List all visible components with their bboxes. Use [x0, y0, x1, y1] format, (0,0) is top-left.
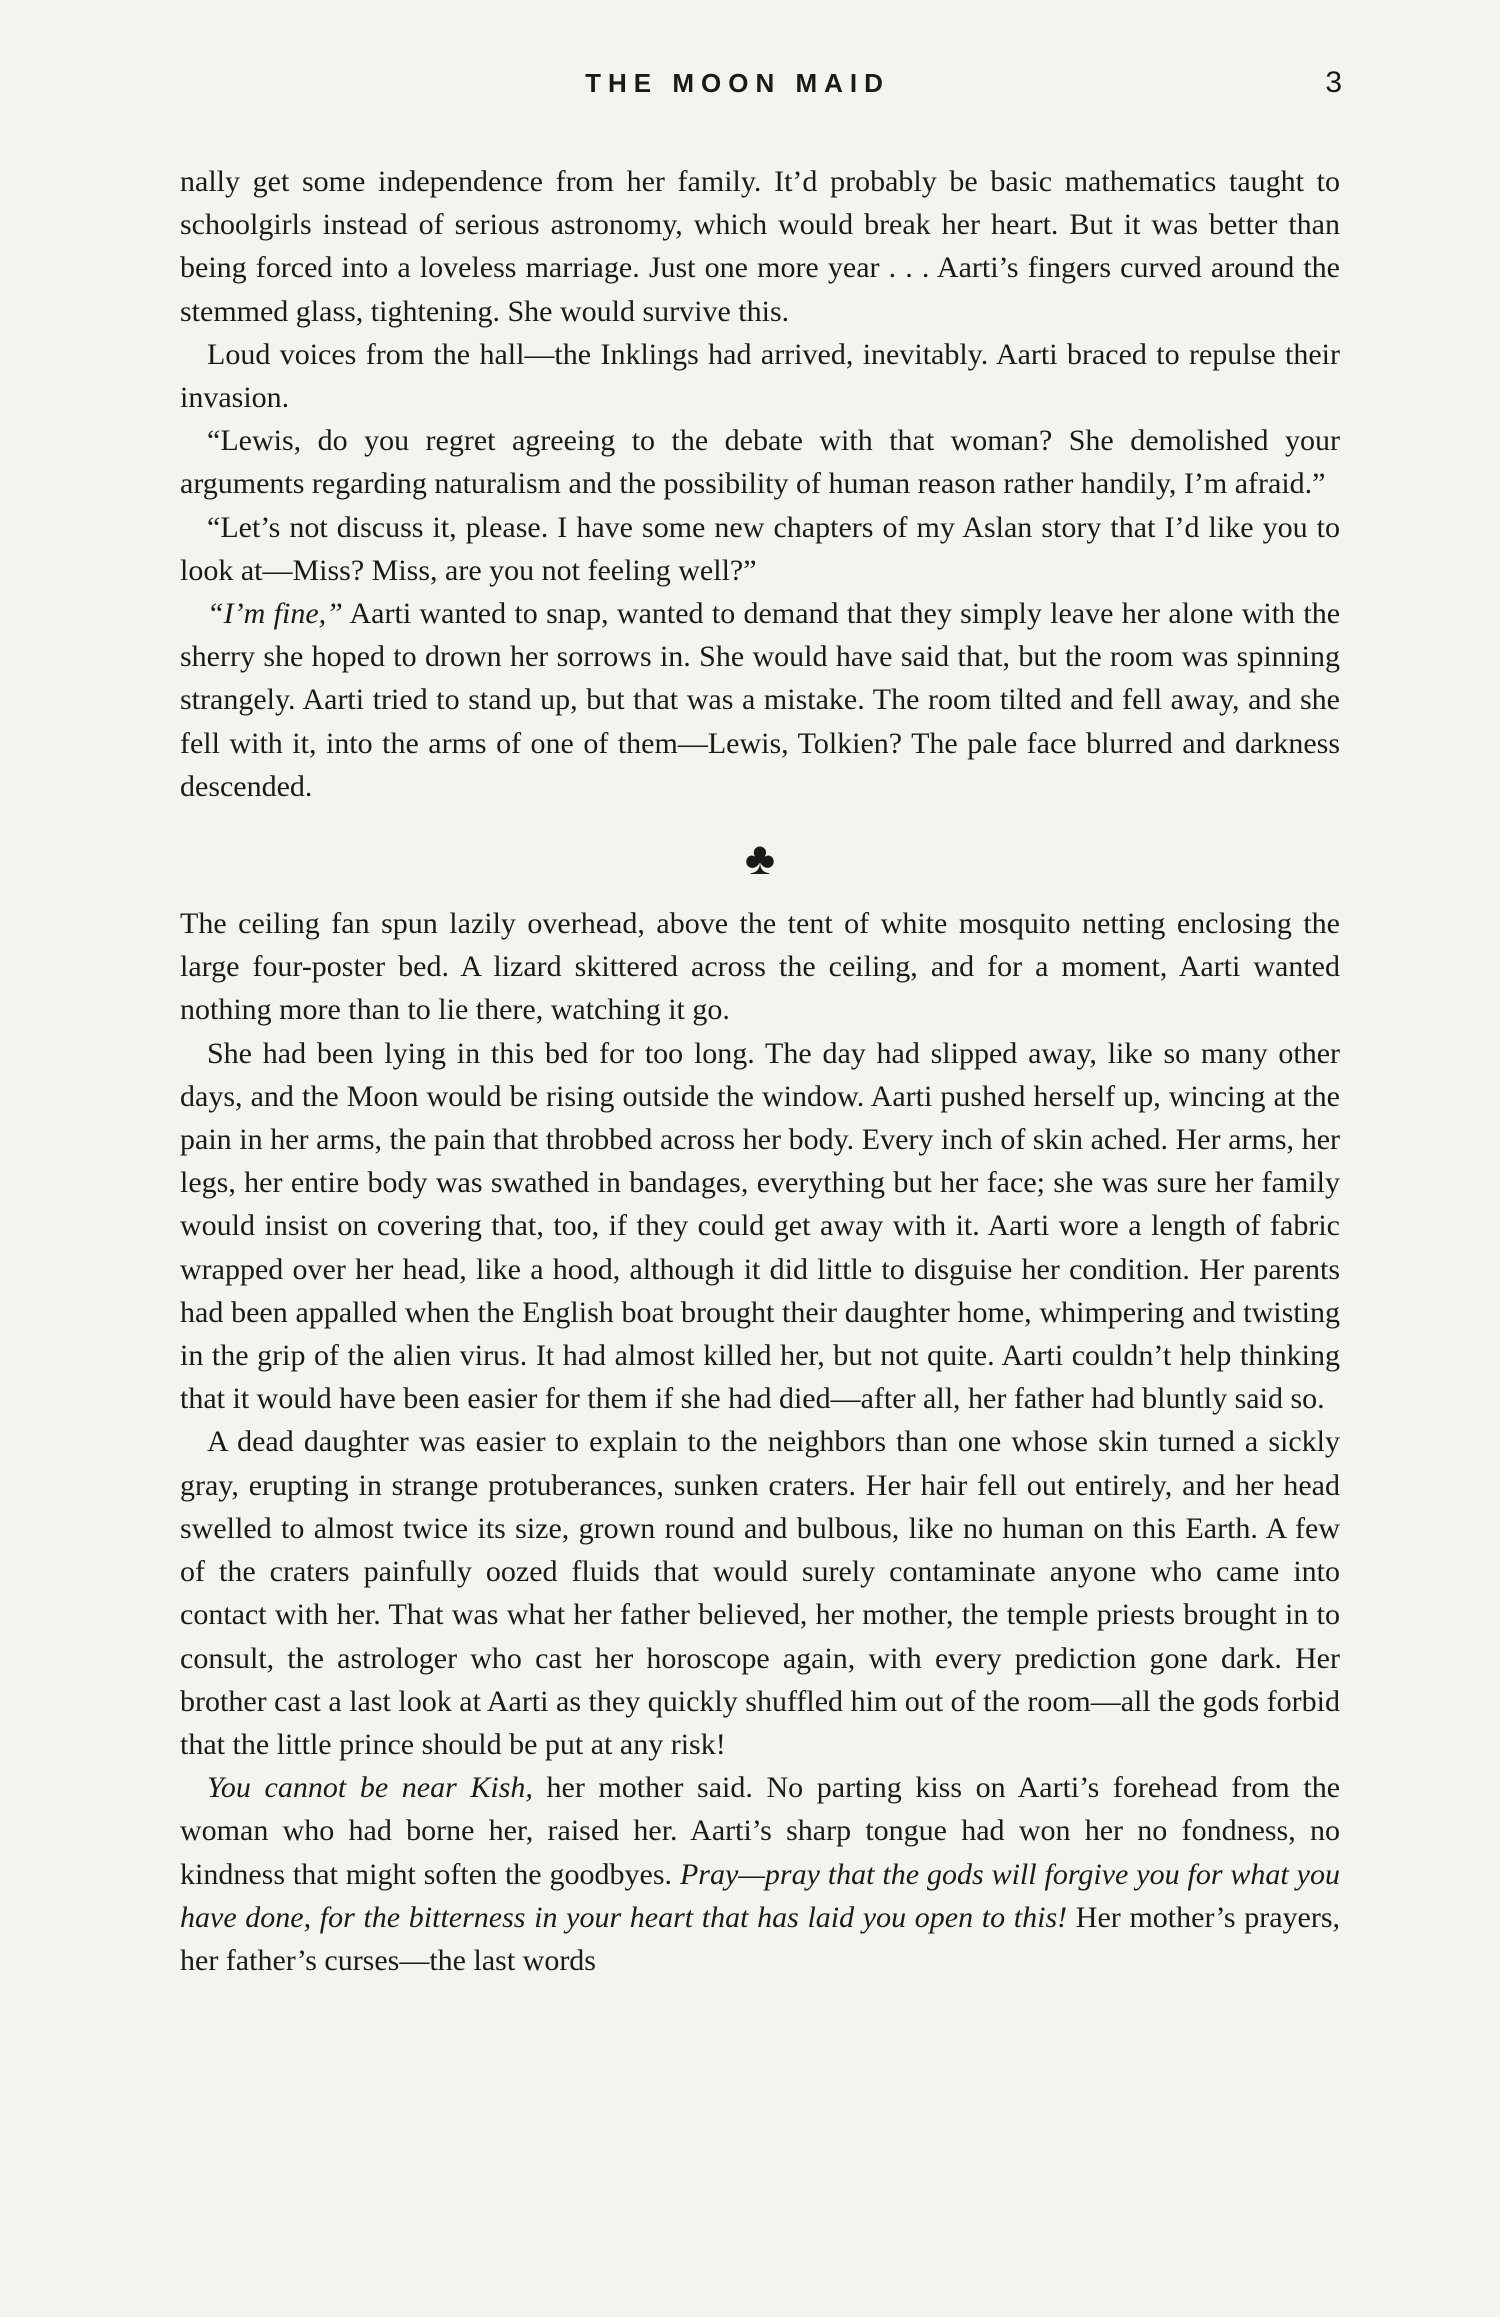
running-header: [0, 68, 1500, 108]
paragraph: [180, 1766, 1340, 1982]
club-ornament-icon: ♣: [744, 833, 776, 885]
paragraph: [180, 592, 1340, 808]
paragraph: “Let’s not discuss it, please. I have some new chapters of my Aslan story that I’d like you to look at—Miss? Miss, are you not feeling well?”: [180, 510, 1340, 587]
body-text: [180, 160, 1340, 1982]
italic-speech: You cannot be near Kish,: [207, 1771, 533, 1805]
paragraph-text: Her mother’s prayers, her father’s curses—the last words: [180, 1900, 1341, 1977]
paragraph: “Lewis, do you regret agreeing to the debate with that woman? She demolished your arguments regarding naturalism and the possibility of human reason rather handily, I’m afraid.”: [180, 424, 1340, 501]
paragraph: A dead daughter was easier to explain to the neighbors than one whose skin turned a sickly gray, erupting in strange protuberances, sunken craters. Her hair fell out entirely, and her head swelled to almost twice its size, grown round and bulbous, like no human on this Earth. A few of the craters painfully oozed fluids that would surely contaminate anyone who came into contact with her. That was what her father believed, her mother, the temple priests brought in to consult, the astrologer who cast her horoscope again, with every prediction gone dark. Her brother cast a last look at Aarti as they quickly shuffled him out of the room—all the gods forbid that the little prince should be put at any risk!: [180, 1425, 1340, 1761]
page-number: 3: [1325, 66, 1342, 99]
section-one: [180, 160, 1340, 808]
italic-speech: “I’m fine,”: [207, 597, 343, 631]
paragraph-text: her mother said. No parting kiss on Aarti’s forehead from the woman who had borne her, raised her. Aarti’s sharp tongue had won her no fondness, no kindness that might soften the goodbyes.: [180, 1771, 1341, 1891]
paragraph: Loud voices from the hall—the Inklings had arrived, inevitably. Aarti braced to repulse their invasion.: [180, 337, 1340, 415]
running-title: THE MOON MAID: [585, 68, 890, 98]
paragraph-text: Aarti wanted to snap, wanted to demand that they simply leave her alone with the sherry she hoped to drown her sorrows in. She would have said that, but the room was spinning strangely. Aarti tried to stand up, but that was a mistake. The room tilted and fell away, and she fell with it, into the arms of one of them—Lewis, Tolkien? The pale face blurred and darkness descended.: [180, 597, 1341, 803]
paragraph: The ceiling fan spun lazily overhead, above the tent of white mosquito netting enclosing the large four-poster bed. A lizard skittered across the ceiling, and for a moment, Aarti wanted nothing more than to lie there, watching it go.: [180, 907, 1340, 1027]
paragraph: nally get some independence from her family. It’d probably be basic mathematics taught to schoolgirls instead of serious astronomy, which would break her heart. But it was better than being forced into a loveless marriage. Just one more year . . . Aarti’s fingers curved around the stemmed glass, tightening. She would survive this.: [180, 165, 1340, 328]
paragraph: She had been lying in this bed for too long. The day had slipped away, like so many other days, and the Moon would be rising outside the window. Aarti pushed herself up, wincing at the pain in her arms, the pain that throbbed across her body. Every inch of skin ached. Her arms, her legs, her entire body was swathed in bandages, everything but her face; she was sure her family would insist on covering that, too, if they could get away with it. Aarti wore a length of fabric wrapped over her head, like a hood, although it did little to disguise her condition. Her parents had been appalled when the English boat brought their daughter home, whimpering and twisting in the grip of the alien virus. It had almost killed her, but not quite. Aarti couldn’t help thinking that it would have been easier for them if she had died—after all, her father had bluntly said so.: [180, 1036, 1340, 1416]
section-two: [180, 902, 1340, 1982]
italic-speech: Pray—pray that the gods will forgive you for what you have done, for the bitterness in your heart that has laid you open to this!: [180, 1857, 1340, 1934]
